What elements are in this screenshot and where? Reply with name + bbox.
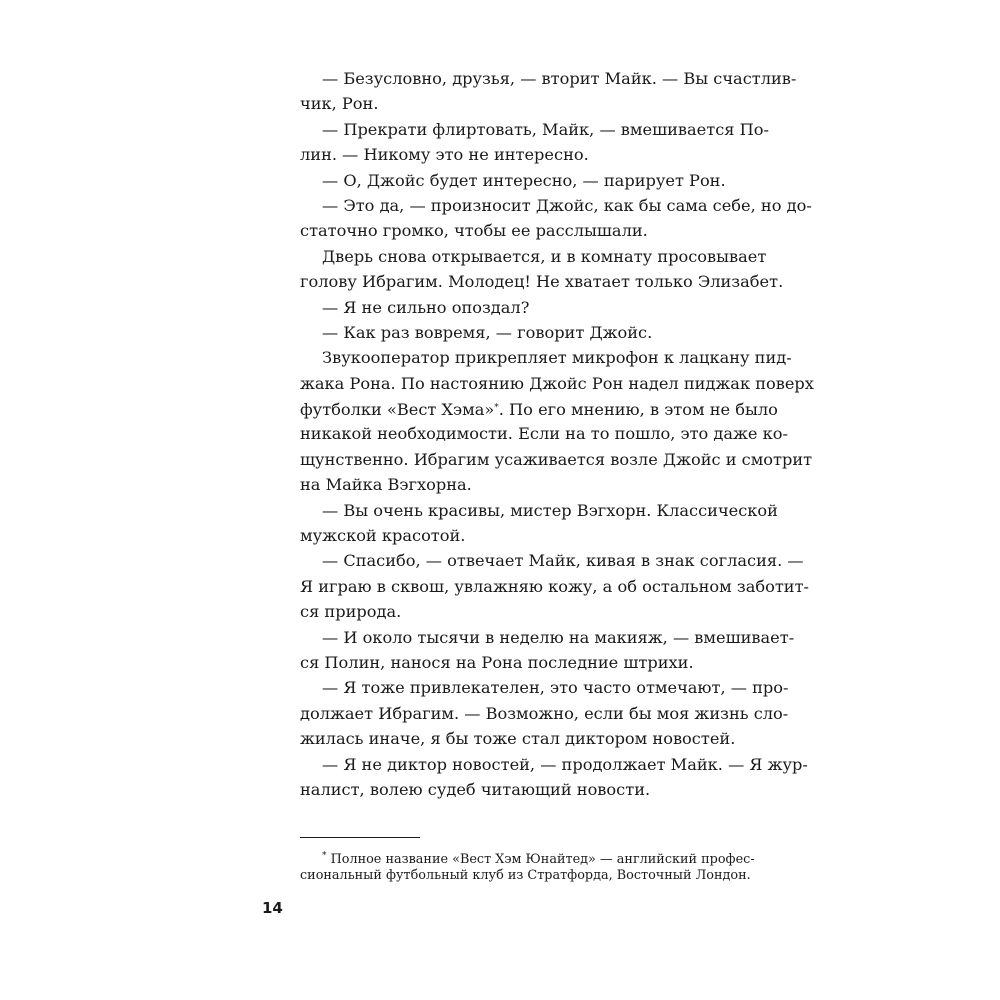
text-line: ся природа. — [300, 602, 402, 622]
footnote-line — [300, 846, 755, 867]
text-line: Звукооператор прикрепляет микрофон к лацкану пид- — [322, 348, 792, 368]
text-line: — Как раз вовремя, — говорит Джойс. — [322, 322, 653, 342]
text-line: — Вы очень красивы, мистер Вэгхорн. Классической — [322, 500, 778, 520]
footnote-marker: * — [322, 851, 327, 861]
footnote — [300, 846, 755, 886]
footnote-line: сиональный футбольный клуб из Стратфорда, Восточный Лондон. — [300, 868, 751, 883]
text-line: — Я не сильно опоздал? — [322, 297, 530, 317]
text-line: голову Ибрагим. Молодец! Не хватает только Элизабет. — [300, 272, 784, 292]
text-line: жака Рона. По настоянию Джойс Рон надел пиджак поверх — [300, 373, 814, 393]
footnote-divider — [300, 837, 420, 838]
text-line: мужской красотой. — [300, 526, 466, 546]
text-line: Я играю в сквош, увлажняю кожу, а об остальном заботит- — [300, 576, 810, 596]
text-line: щунственно. Ибрагим усаживается возле Джойс и смотрит — [300, 449, 813, 469]
text-line: — И около тысячи в неделю на макияж, — вмешивает- — [322, 627, 795, 647]
text-line: ся Полин, нанося на Рона последние штрихи. — [300, 652, 694, 672]
text-line: чик, Рон. — [300, 94, 379, 114]
text-line: — Прекрати флиртовать, Майк, — вмешивается По- — [322, 119, 769, 139]
text-line: — Спасибо, — отвечает Майк, кивая в знак согласия. — — [322, 551, 804, 571]
footnote-text: Полное название «Вест Хэм Юнайтед» — английский профес- — [330, 852, 755, 867]
main-text — [300, 66, 814, 802]
text-fragment: . По его мнению, в этом не было — [498, 400, 778, 420]
text-line: Дверь снова открывается, и в комнату просовывает — [322, 246, 767, 266]
footnote-reference: * — [494, 403, 499, 414]
text-line: никакой необходимости. Если на то пошло, это даже ко- — [300, 424, 788, 444]
text-line: на Майка Вэгхорна. — [300, 475, 472, 495]
text-line: должает Ибрагим. — Возможно, если бы моя жизнь сло- — [300, 703, 789, 723]
text-line: налист, волею судеб читающий новости. — [300, 779, 651, 799]
text-line: жилась иначе, я бы тоже стал диктором новостей. — [300, 729, 736, 749]
text-line: лин. — Никому это не интересно. — [300, 145, 589, 165]
text-line: статочно громко, чтобы ее расслышали. — [300, 221, 648, 241]
text-line: — О, Джойс будет интересно, — парирует Рон. — [322, 170, 726, 190]
text-fragment: футболки «Вест Хэма» — [300, 400, 495, 420]
text-line: — Это да, — произносит Джойс, как бы сама себе, но до- — [322, 195, 812, 215]
text-line: — Безусловно, друзья, — вторит Майк. — Вы счастлив- — [322, 69, 797, 88]
text-line: — Я не диктор новостей, — продолжает Майк. — Я жур- — [322, 754, 808, 774]
text-line-with-footnote-ref — [300, 396, 778, 421]
text-line: — Я тоже привлекателен, это часто отмечают, — про- — [322, 678, 789, 698]
page-number: 14 — [262, 899, 283, 917]
